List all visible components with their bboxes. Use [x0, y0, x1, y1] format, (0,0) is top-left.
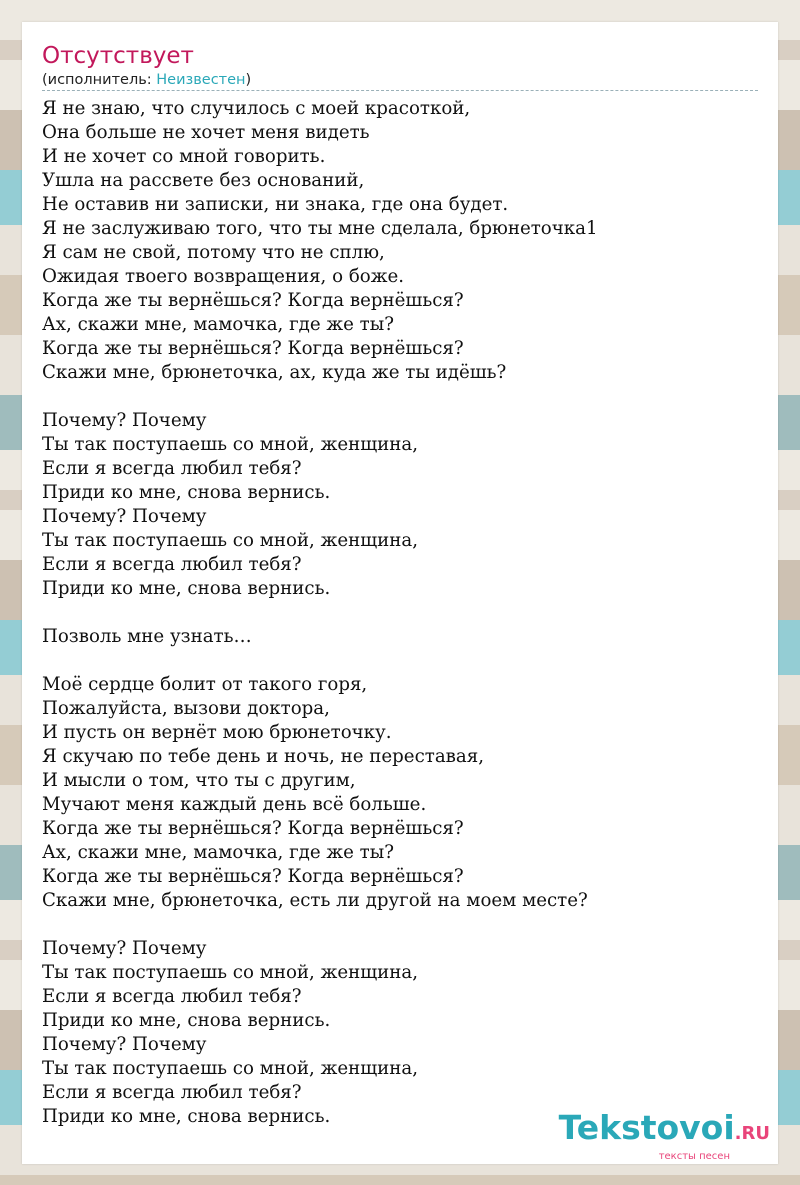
lyric-line: И не хочет со мной говорить.	[42, 146, 326, 167]
lyric-line: Я сам не свой, потому что не сплю,	[42, 242, 385, 263]
logo-tld: .RU	[734, 1123, 770, 1144]
lyric-line: Приди ко мне, снова вернись.	[42, 578, 331, 599]
logo-tagline: тексты песен	[658, 1151, 730, 1162]
lyric-line: Я не заслуживаю того, что ты мне сделала, брюнеточка1	[42, 218, 598, 239]
title-divider	[42, 90, 758, 91]
lyric-line: Скажи мне, брюнеточка, ах, куда же ты идёшь?	[42, 362, 507, 383]
lyric-line: Если я всегда любил тебя?	[42, 554, 302, 575]
lyric-line: Не оставив ни записки, ни знака, где она будет.	[42, 194, 509, 215]
stanza-break	[42, 913, 758, 937]
lyric-line: Приди ко мне, снова вернись.	[42, 1106, 331, 1127]
lyric-line: Когда же ты вернёшься? Когда вернёшься?	[42, 338, 464, 359]
lyric-line: Пожалуйста, вызови доктора,	[42, 698, 330, 719]
lyric-line: Ты так поступаешь со мной, женщина,	[42, 1058, 418, 1079]
song-title: Отсутствует	[42, 43, 194, 69]
lyric-line: Почему? Почему	[42, 1034, 207, 1055]
lyric-line: Если я всегда любил тебя?	[42, 1082, 302, 1103]
lyric-line: Если я всегда любил тебя?	[42, 986, 302, 1007]
stanza-break	[42, 385, 758, 409]
lyric-line: Скажи мне, брюнеточка, есть ли другой на моем месте?	[42, 890, 588, 911]
lyric-line: Ожидая твоего возвращения, о боже.	[42, 266, 405, 287]
artist-prefix: (исполнитель:	[42, 72, 157, 88]
lyric-line: Ушла на рассвете без оснований,	[42, 170, 365, 191]
lyric-line: Ты так поступаешь со мной, женщина,	[42, 530, 418, 551]
lyric-line: Мучают меня каждый день всё больше.	[42, 794, 427, 815]
lyric-line: Я скучаю по тебе день и ночь, не переставая,	[42, 746, 484, 767]
logo-wordmark	[559, 1110, 770, 1152]
stanza-break	[42, 649, 758, 673]
lyric-line: Почему? Почему	[42, 938, 207, 959]
stanza-break	[42, 601, 758, 625]
lyric-line: Приди ко мне, снова вернись.	[42, 1010, 331, 1031]
lyric-line: И пусть он вернёт мою брюнеточку.	[42, 722, 392, 743]
lyric-line: Ах, скажи мне, мамочка, где же ты?	[42, 314, 394, 335]
lyric-line: Она больше не хочет меня видеть	[42, 122, 370, 143]
lyric-line: Когда же ты вернёшься? Когда вернёшься?	[42, 866, 464, 887]
artist-link[interactable]: Неизвестен	[156, 72, 246, 88]
lyric-line: Когда же ты вернёшься? Когда вернёшься?	[42, 290, 464, 311]
lyric-line: Позволь мне узнать…	[42, 626, 252, 647]
logo-name: Tekstovoi	[558, 1108, 735, 1147]
artist-suffix: )	[245, 72, 252, 88]
lyrics-text	[42, 97, 758, 1129]
lyric-line: Ты так поступаешь со мной, женщина,	[42, 434, 418, 455]
site-logo[interactable]	[559, 1110, 770, 1162]
lyric-line: Когда же ты вернёшься? Когда вернёшься?	[42, 818, 464, 839]
lyric-line: Почему? Почему	[42, 410, 207, 431]
lyric-line: Если я всегда любил тебя?	[42, 458, 302, 479]
lyric-line: Моё сердце болит от такого горя,	[42, 674, 368, 695]
artist-line	[42, 70, 758, 90]
lyrics-card	[22, 22, 778, 1164]
lyric-line: Ах, скажи мне, мамочка, где же ты?	[42, 842, 394, 863]
lyric-line: Приди ко мне, снова вернись.	[42, 482, 331, 503]
lyric-line: Почему? Почему	[42, 506, 207, 527]
lyric-line: Я не знаю, что случилось с моей красоткой,	[42, 98, 471, 119]
lyric-line: Ты так поступаешь со мной, женщина,	[42, 962, 418, 983]
lyric-line: И мысли о том, что ты с другим,	[42, 770, 356, 791]
